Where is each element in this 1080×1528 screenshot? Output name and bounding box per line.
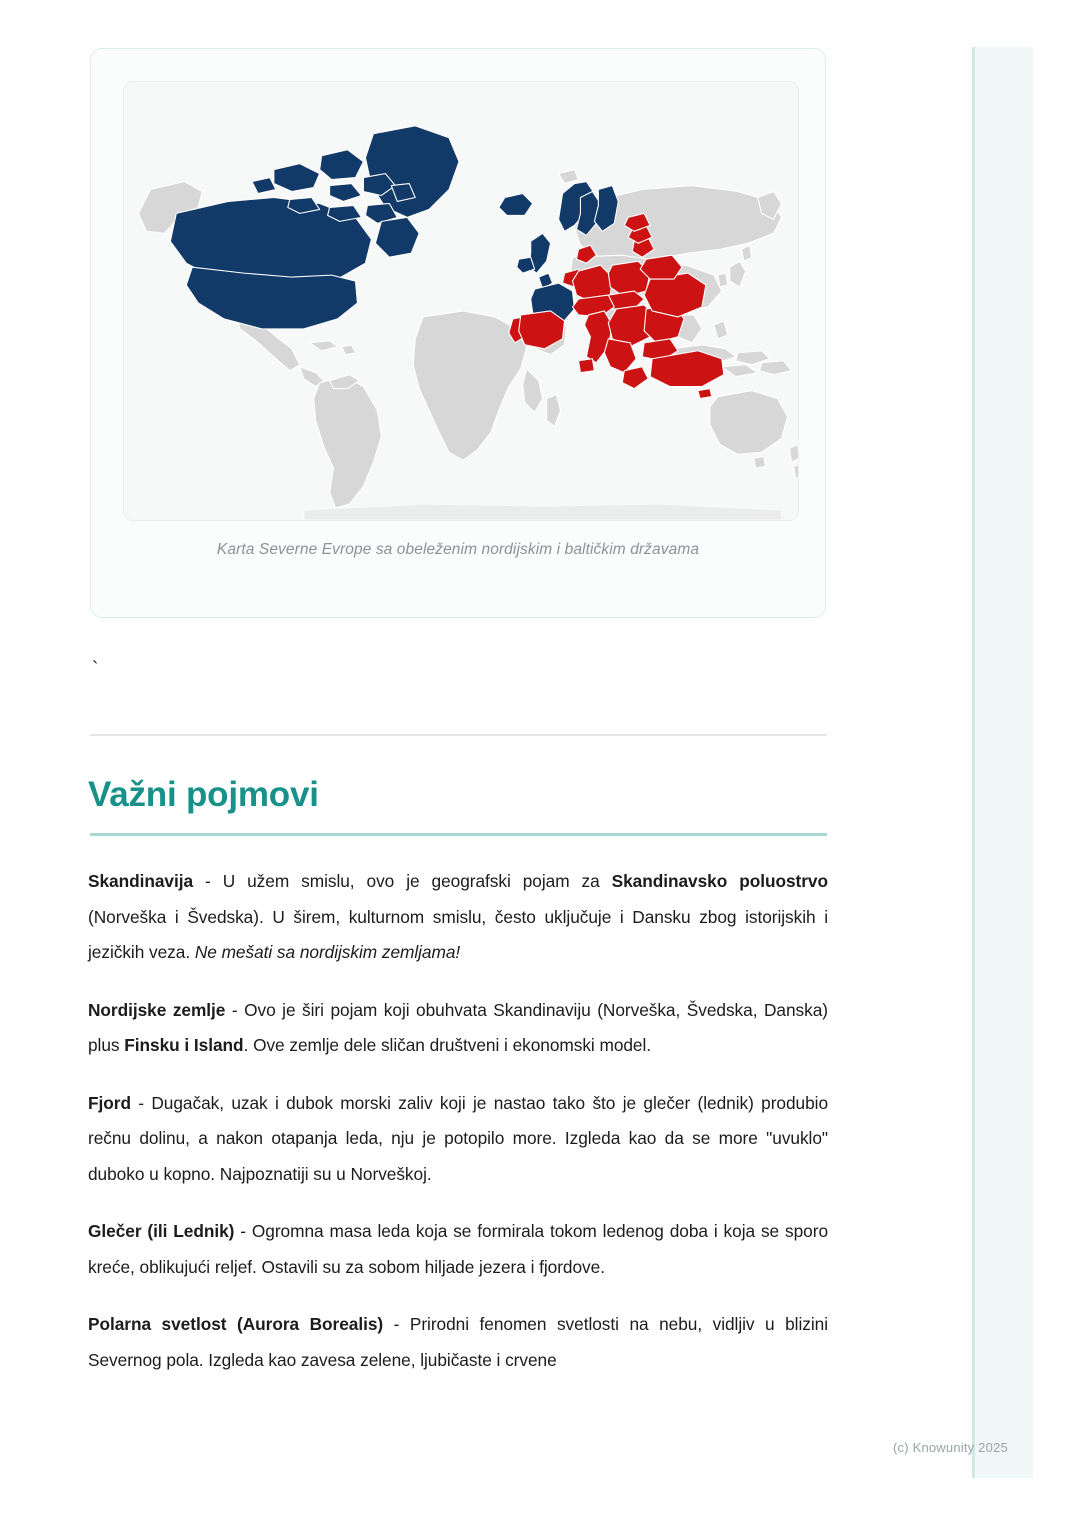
term-label: Fjord: [88, 1092, 131, 1113]
term-emphasis: Ne mešati sa nordijskim zemljama!: [194, 942, 461, 962]
world-map-svg: [124, 82, 798, 520]
figure-caption: Karta Severne Evrope sa obeleženim nordijskim i baltičkim državama: [216, 541, 700, 558]
term-paragraph-skandinavija: [88, 864, 828, 971]
term-paragraph-nordijske-zemlje: [88, 993, 828, 1064]
term-paragraph-polarna-svetlost: [88, 1307, 828, 1378]
term-label: Skandinavija: [88, 871, 194, 891]
term-text: - Prirodni fenomen svetlosti na nebu, vidljiv u blizini Severnog pola. Izgleda kao zavesa zelene, ljubičaste i crvene: [88, 1314, 828, 1370]
term-text: (Norveška i Švedska). U širem, kulturnom smislu, često uključuje i Dansku zbog istorijskih i jezičkih veza.: [88, 906, 828, 962]
terms-list: [88, 864, 828, 1378]
term-text: . Ove zemlje dele sličan društveni i ekonomski model.: [243, 1035, 652, 1055]
right-edge-strip: [972, 47, 1033, 1478]
page-title: Važni pojmovi: [88, 775, 319, 814]
term-paragraph-glecer: [88, 1214, 828, 1285]
stray-backtick-text: `: [92, 659, 99, 680]
world-map-panel: [123, 81, 799, 521]
term-label: Glečer (ili Lednik): [88, 1221, 235, 1241]
term-text: - U užem smislu, ovo je geografski pojam za: [193, 871, 612, 891]
section-divider: [90, 734, 827, 736]
copyright-watermark: (c) Knowunity 2025: [893, 1440, 1008, 1455]
map-figure-card: [90, 48, 826, 618]
term-paragraph-fjord: [88, 1086, 828, 1193]
term-label: Finsku i Island: [124, 1035, 244, 1055]
term-text: - Ogromna masa leda koja se formirala tokom ledenog doba i koja se sporo kreće, oblikujući reljef. Ostavili su za sobom hiljade jezera i fjordove.: [88, 1221, 828, 1277]
term-text: - Ovo je širi pojam koji obuhvata Skandinaviju (Norveška, Švedska, Danska) plus: [88, 999, 828, 1055]
heading-underline: [90, 833, 827, 836]
term-label: Polarna svetlost (Aurora Borealis): [88, 1314, 384, 1334]
term-label: Skandinavsko poluostrvo: [611, 871, 828, 891]
term-label: Nordijske zemlje: [88, 999, 226, 1020]
term-text: - Dugačak, uzak i dubok morski zaliv koji je nastao tako što je glečer (lednik) produbio rečnu dolinu, a nakon otapanja leda, nju je potopilo more. Izgleda kao da se more "uvuklo" duboko u kopno. Najpoznatiji su u Norveškoj.: [88, 1092, 828, 1184]
